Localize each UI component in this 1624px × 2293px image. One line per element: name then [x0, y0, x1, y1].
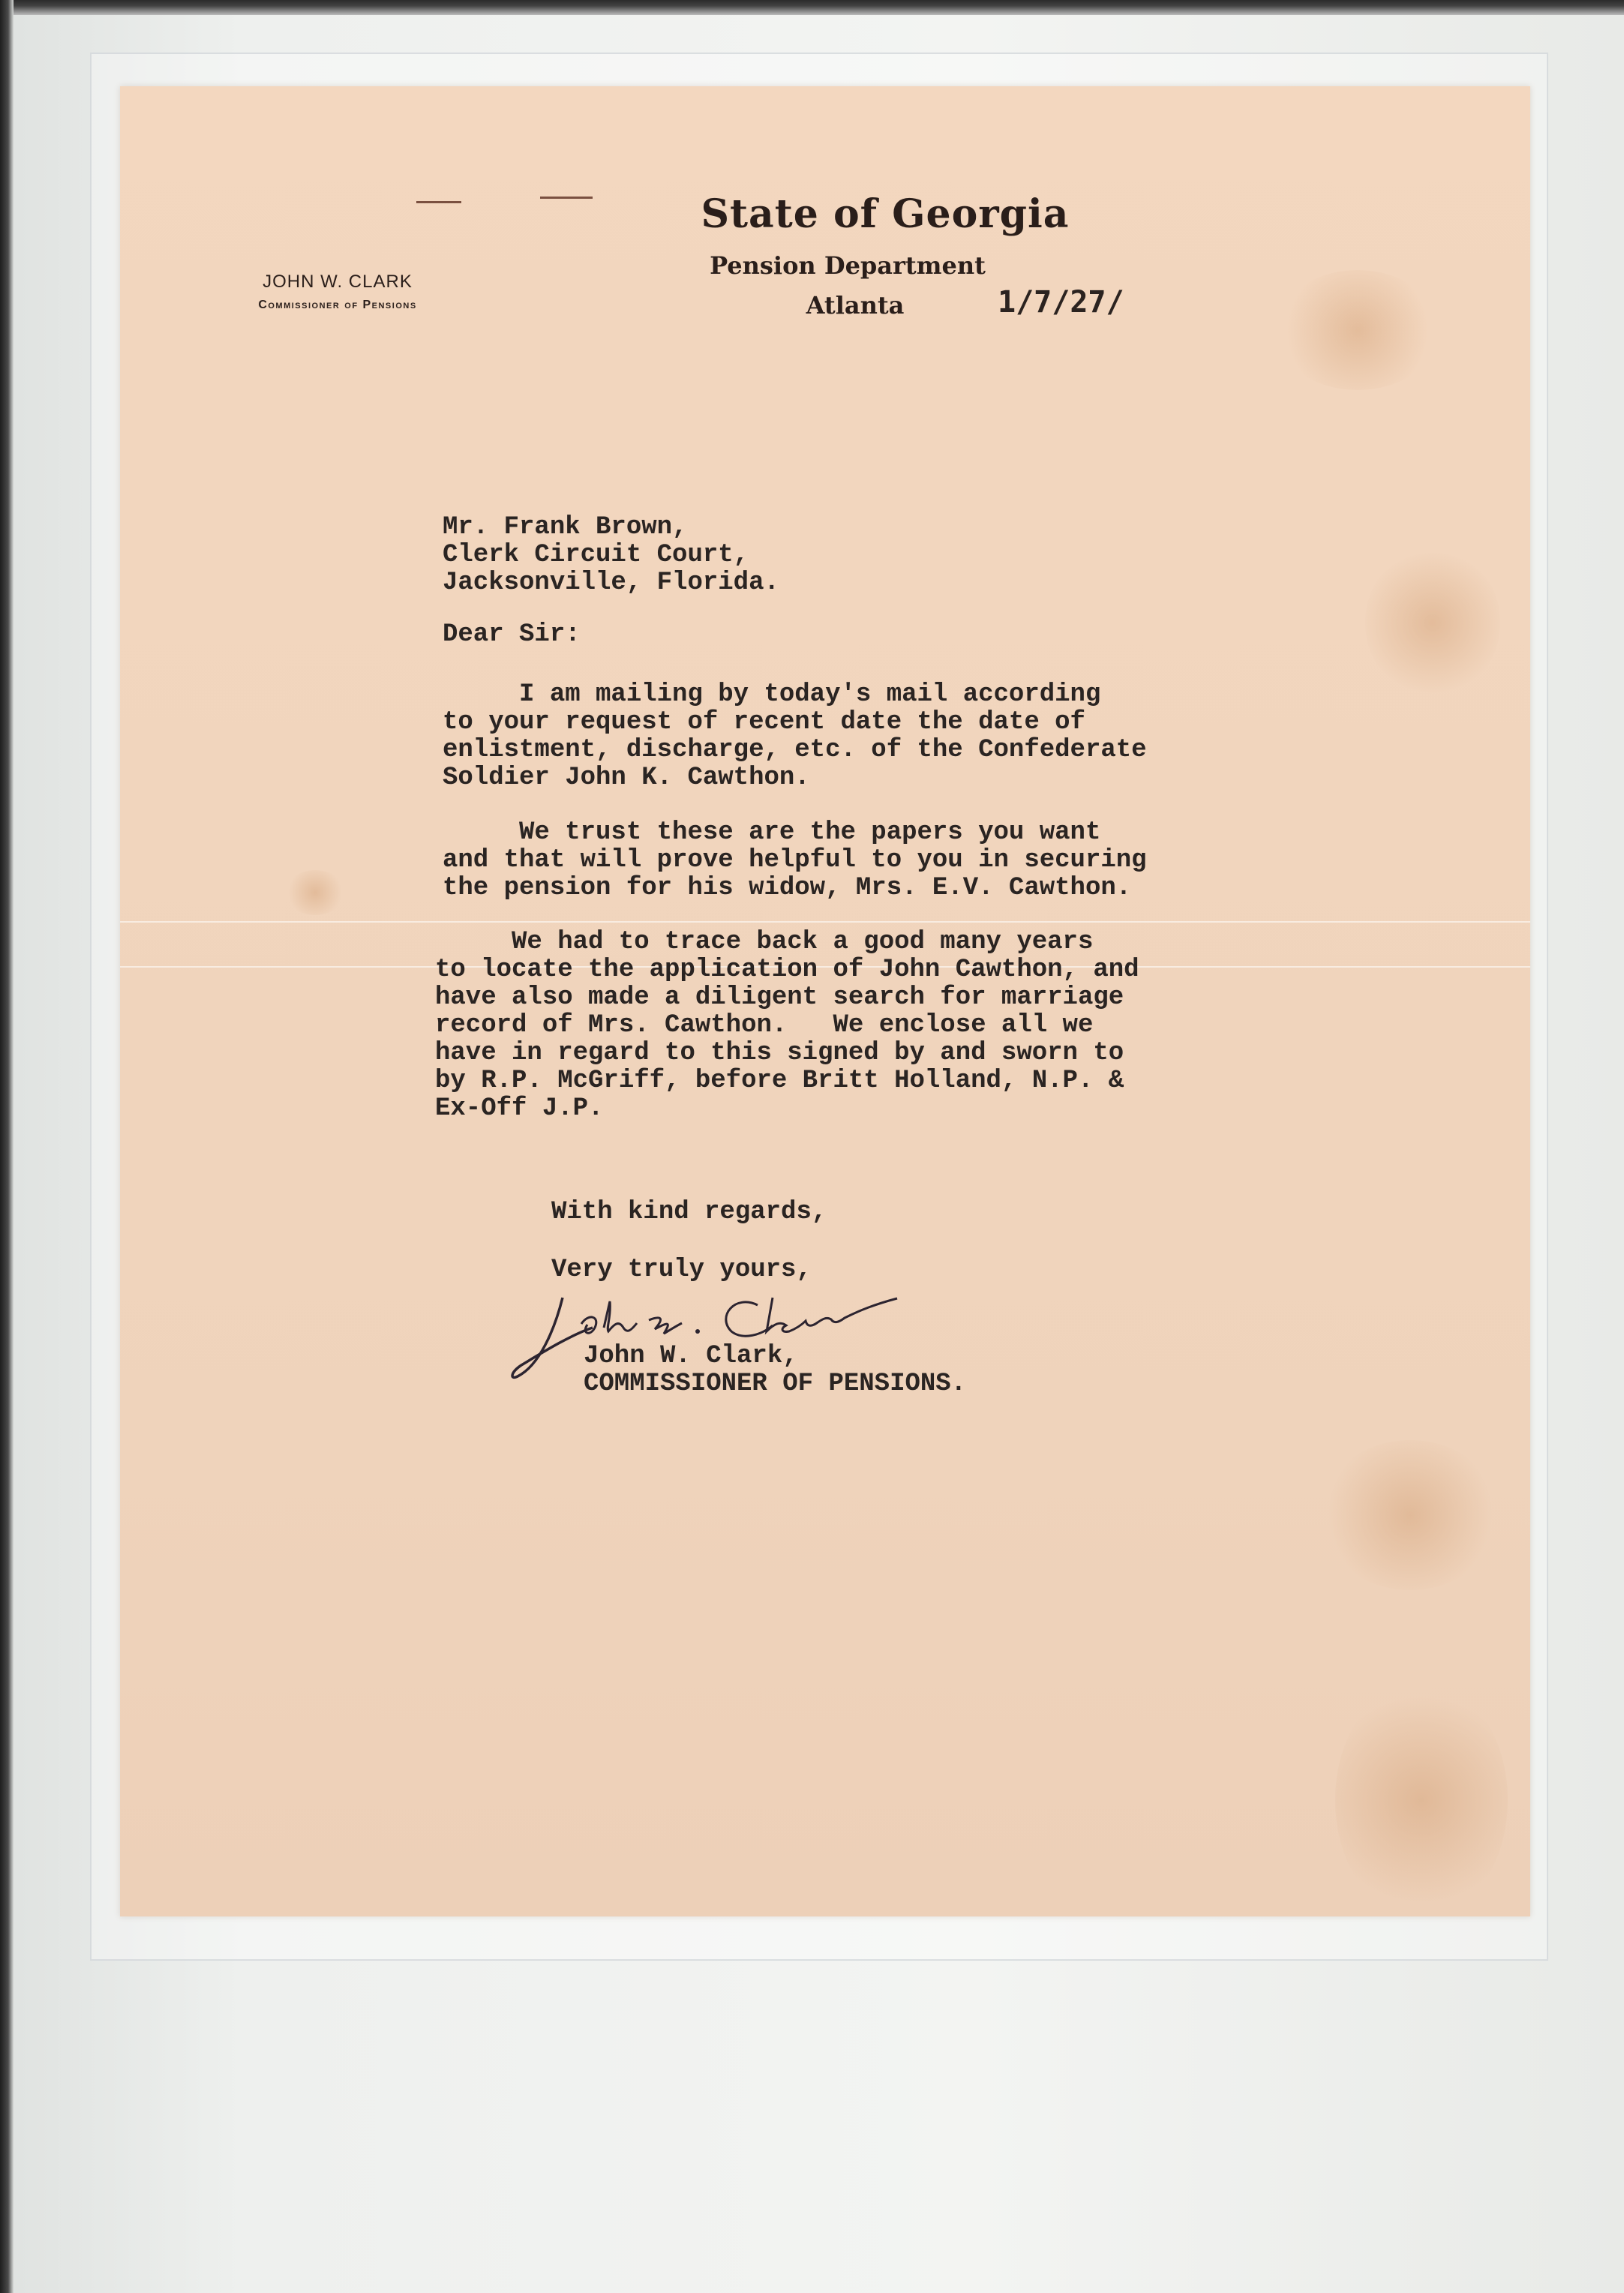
ink-mark: [416, 201, 461, 203]
age-stain: [1275, 270, 1440, 390]
letter-date: 1/7/27/: [998, 285, 1124, 320]
letterhead-commissioner-name: JOHN W. CLARK: [263, 272, 413, 292]
closing-regards: With kind regards,: [551, 1198, 827, 1226]
letterhead-title: State of Georgia: [701, 191, 1070, 237]
closing-valediction: Very truly yours,: [551, 1256, 812, 1284]
letterhead-city: Atlanta: [806, 291, 905, 320]
salutation: Dear Sir:: [443, 620, 581, 649]
scanner-edge-top: [0, 0, 1624, 15]
age-stain: [1320, 1440, 1500, 1590]
body-paragraph-2: We trust these are the papers you want and that will prove helpful to you in securing the pension for his widow, Mrs. E.V. Cawthon.: [443, 818, 1147, 902]
recipient-address: Mr. Frank Brown, Clerk Circuit Court, Jacksonville, Florida.: [443, 513, 779, 597]
scanner-edge-left: [0, 0, 14, 2293]
age-stain: [1365, 548, 1500, 698]
letterhead-commissioner-role: Commissioner of Pensions: [258, 299, 417, 311]
fold-line: [120, 921, 1530, 923]
body-paragraph-1: I am mailing by today's mail according to your request of recent date the date of enlistment, discharge, etc. of the Confederate Soldier John K. Cawthon.: [443, 680, 1147, 792]
ink-mark: [540, 197, 593, 199]
age-stain: [1335, 1680, 1508, 1920]
letterhead-department: Pension Department: [710, 251, 986, 280]
body-paragraph-3: We had to trace back a good many years to locate the application of John Cawthon, and have also made a diligent search for marriage record of Mrs. Cawthon. We enclose all we have in regard to this signed by and sworn to by R.P. McGriff, before Britt Holland, N.P. & Ex-Off J.P.: [435, 928, 1139, 1123]
typed-signature: John W. Clark, COMMISSIONER OF PENSIONS.: [584, 1342, 967, 1398]
age-stain: [285, 870, 345, 915]
